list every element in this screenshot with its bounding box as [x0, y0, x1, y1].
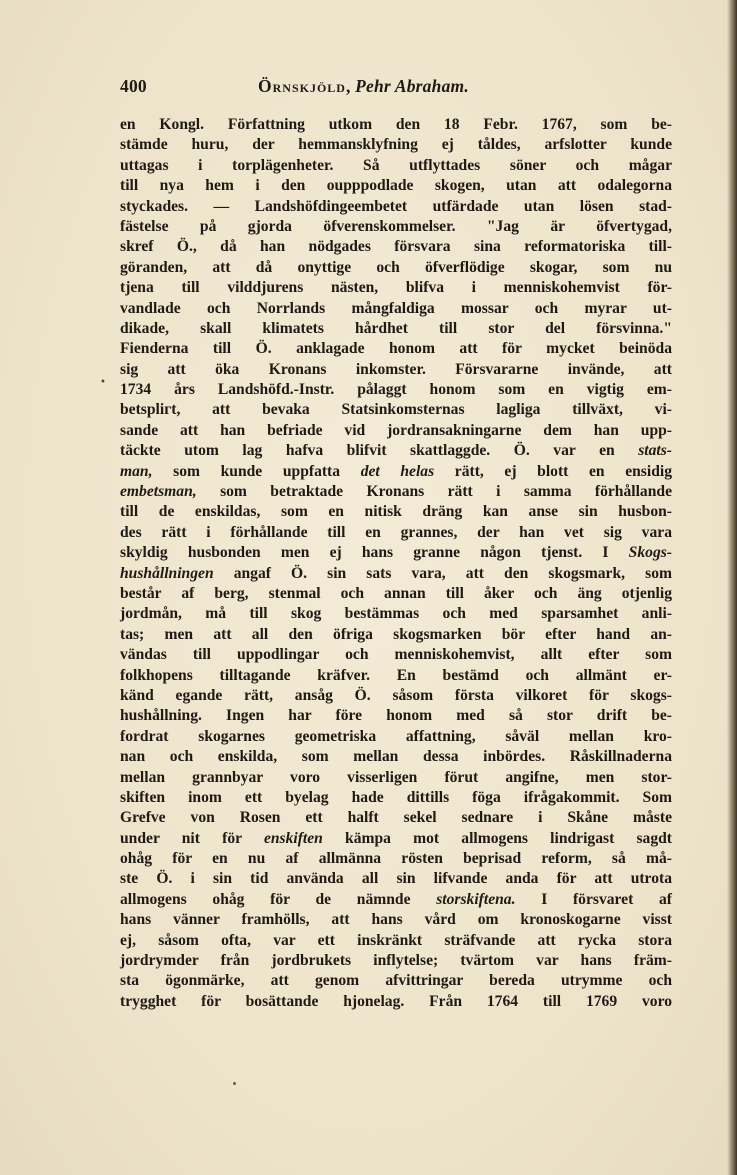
text-line [120, 992, 672, 1012]
running-title-given-name: Pehr Abraham. [355, 76, 469, 96]
text-run: jordmån, må till skog bestämmas och med sparsamhet anli- [120, 605, 672, 623]
italic-text: enskiften [263, 829, 323, 847]
text-run: sig att öka Kronans inkomster. Försvararne invände, att [120, 360, 672, 378]
italic-text: Skogs- [628, 544, 672, 562]
text-run: hushållning. Ingen har före honom med så stor drift be- [120, 707, 672, 725]
text-run: jordrymder från jordbrukets inflytelse; tvärtom var hans främ- [120, 952, 672, 970]
running-title-surname: Örnskjöld [258, 76, 346, 96]
text-line [120, 360, 672, 380]
text-run: des rätt i förhållande till en grannes, der han vet sig vara [120, 523, 672, 541]
body-text [120, 115, 672, 1012]
margin-dot-mark: • [100, 377, 106, 388]
text-line [120, 808, 672, 828]
text-line [120, 156, 672, 176]
text-run: hans vänner framhölls, att hans vård om kronoskogarne visst [120, 911, 672, 929]
text-line [120, 706, 672, 726]
italic-text: embetsman, [120, 483, 197, 501]
text-line [120, 645, 672, 665]
text-line [120, 462, 672, 482]
running-header [120, 76, 680, 100]
text-run: kämpa mot allmogens lindrigast sagdt [322, 829, 672, 847]
text-line [120, 237, 672, 257]
text-run: ej, såsom ofta, var ett inskränkt sträfvande att rycka stora [120, 931, 672, 949]
text-run: sta ögonmärke, att genom afvittringar bereda utrymme och [120, 972, 672, 990]
text-run: tjena till vilddjurens nästen, blifva i menniskohemvist för- [120, 279, 672, 297]
page-number: 400 [120, 76, 147, 96]
italic-text: stats- [638, 442, 672, 460]
text-line [120, 115, 672, 135]
text-run: 1734 års Landshöfd.-Instr. pålaggt honom som en vigtig em- [120, 381, 672, 399]
running-title: Örnskjöld, Pehr Abraham. [258, 76, 469, 96]
text-line [120, 869, 672, 889]
text-line [120, 931, 672, 951]
text-run: skyldig husbonden men ej hans granne någon tjenst. I [120, 544, 629, 562]
italic-text: hushållningen [120, 564, 214, 582]
text-run: vandlade och Norrlands mångfaldiga mossar och myrar ut- [120, 299, 672, 317]
text-line [120, 380, 672, 400]
text-run: ste Ö. i sin tid använda all sin lifvande anda för att utrota [120, 870, 672, 888]
text-line [120, 441, 672, 461]
text-line [120, 258, 672, 278]
text-run: som kunde uppfatta [152, 462, 361, 480]
italic-text: det helas [360, 462, 435, 480]
text-run: angaf Ö. sin sats vara, att den skogsmark, som [213, 564, 672, 582]
text-run: under nit för [120, 829, 264, 847]
text-line [120, 421, 672, 441]
text-line [120, 543, 672, 563]
text-run: nan och enskilda, som mellan dessa inbördes. Råskillnaderna [120, 748, 672, 766]
text-run: fästelse på gjorda öfverenskommelser. "Jag är öfvertygad, [120, 217, 672, 235]
text-run: känd egande rätt, ansåg Ö. såsom första vilkoret för skogs- [120, 686, 672, 704]
text-line [120, 176, 672, 196]
text-line [120, 849, 672, 869]
text-line [120, 666, 672, 686]
text-run: skiften inom ett byelag hade dittills föga ifrågakommit. Som [120, 788, 672, 806]
text-run: rätt, ej blott en ensidig [434, 462, 673, 480]
text-line [120, 788, 672, 808]
text-line [120, 564, 672, 584]
text-line [120, 910, 672, 930]
text-line [120, 502, 672, 522]
text-line [120, 197, 672, 217]
text-run: I försvaret af [515, 890, 672, 908]
text-line [120, 890, 672, 910]
text-run: stämde huru, der hemmansklyfning ej tåldes, arfslotter kunde [120, 136, 672, 154]
text-run: ohåg för en nu af allmänna rösten beprisad reform, så må- [120, 850, 672, 868]
text-line [120, 217, 672, 237]
page-edge-shadow [727, 0, 737, 1175]
text-line [120, 727, 672, 747]
italic-text: man, [120, 462, 153, 480]
text-run: skref Ö., då han nödgades försvara sina reformatoriska till- [120, 238, 672, 256]
text-run: uttagas i torplägenheter. Så utflyttades söner och mågar [120, 156, 672, 174]
text-run: till nya hem i den oupppodlade skogen, utan att odalegorna [120, 177, 672, 195]
text-run: trygghet för bosättande hjonelag. Från 1764 till 1769 voro [120, 992, 672, 1010]
text-run: mellan grannbyar voro visserligen förut angifne, men stor- [120, 768, 672, 786]
text-line [120, 299, 672, 319]
text-run: täckte utom lag hafva blifvit skattlaggde. Ö. var en [120, 442, 639, 460]
italic-text: storskiftena. [436, 890, 516, 908]
text-run: folkhopens tilltagande kräfver. En bestämd och allmänt er- [120, 666, 672, 684]
text-line [120, 625, 672, 645]
text-run: dikade, skall klimatets hårdhet till stor del försvinna." [120, 319, 672, 337]
text-line [120, 584, 672, 604]
text-run: sande att han befriade vid jordransakningarne dem han upp- [120, 421, 672, 439]
text-run: göranden, att då onyttige och öfverflödige skogar, som nu [120, 258, 672, 276]
text-run: Grefve von Rosen ett halft sekel sednare i Skåne måste [120, 809, 672, 827]
text-line [120, 135, 672, 155]
text-run: till de enskildas, som en nitisk dräng kan anse sin husbon- [120, 503, 672, 521]
text-line [120, 768, 672, 788]
text-line [120, 523, 672, 543]
text-run: fordrat skogarnes geometriska affattning, såväl mellan kro- [120, 727, 672, 745]
text-line [120, 319, 672, 339]
text-line [120, 604, 672, 624]
text-line [120, 278, 672, 298]
text-run: styckades. — Landshöfdingeembetet utfärdade utan lösen stad- [120, 197, 672, 215]
text-line [120, 482, 672, 502]
text-line [120, 339, 672, 359]
text-line [120, 686, 672, 706]
text-line [120, 971, 672, 991]
text-line [120, 400, 672, 420]
text-line [120, 747, 672, 767]
text-run: som betraktade Kronans rätt i samma förhållande [196, 483, 672, 501]
text-run: vändas till uppodlingar och menniskohemvist, allt efter som [120, 646, 672, 664]
text-run: en Kongl. Författning utkom den 18 Febr. 1767, som be- [120, 116, 672, 133]
text-run: Fienderna till Ö. anklagade honom att för mycket beinöda [120, 340, 672, 358]
text-run: allmogens ohåg för de nämnde [120, 890, 437, 908]
paper-speck [233, 1082, 236, 1085]
text-line [120, 829, 672, 849]
text-line [120, 951, 672, 971]
text-run: består af berg, stenmal och annan till åker och äng otjenlig [120, 584, 672, 602]
text-run: tas; men att all den öfriga skogsmarken bör efter hand an- [120, 625, 672, 643]
text-run: betsplігt, att bevaka Statsinkomsternas lagliga tillväxt, vi- [120, 401, 672, 419]
